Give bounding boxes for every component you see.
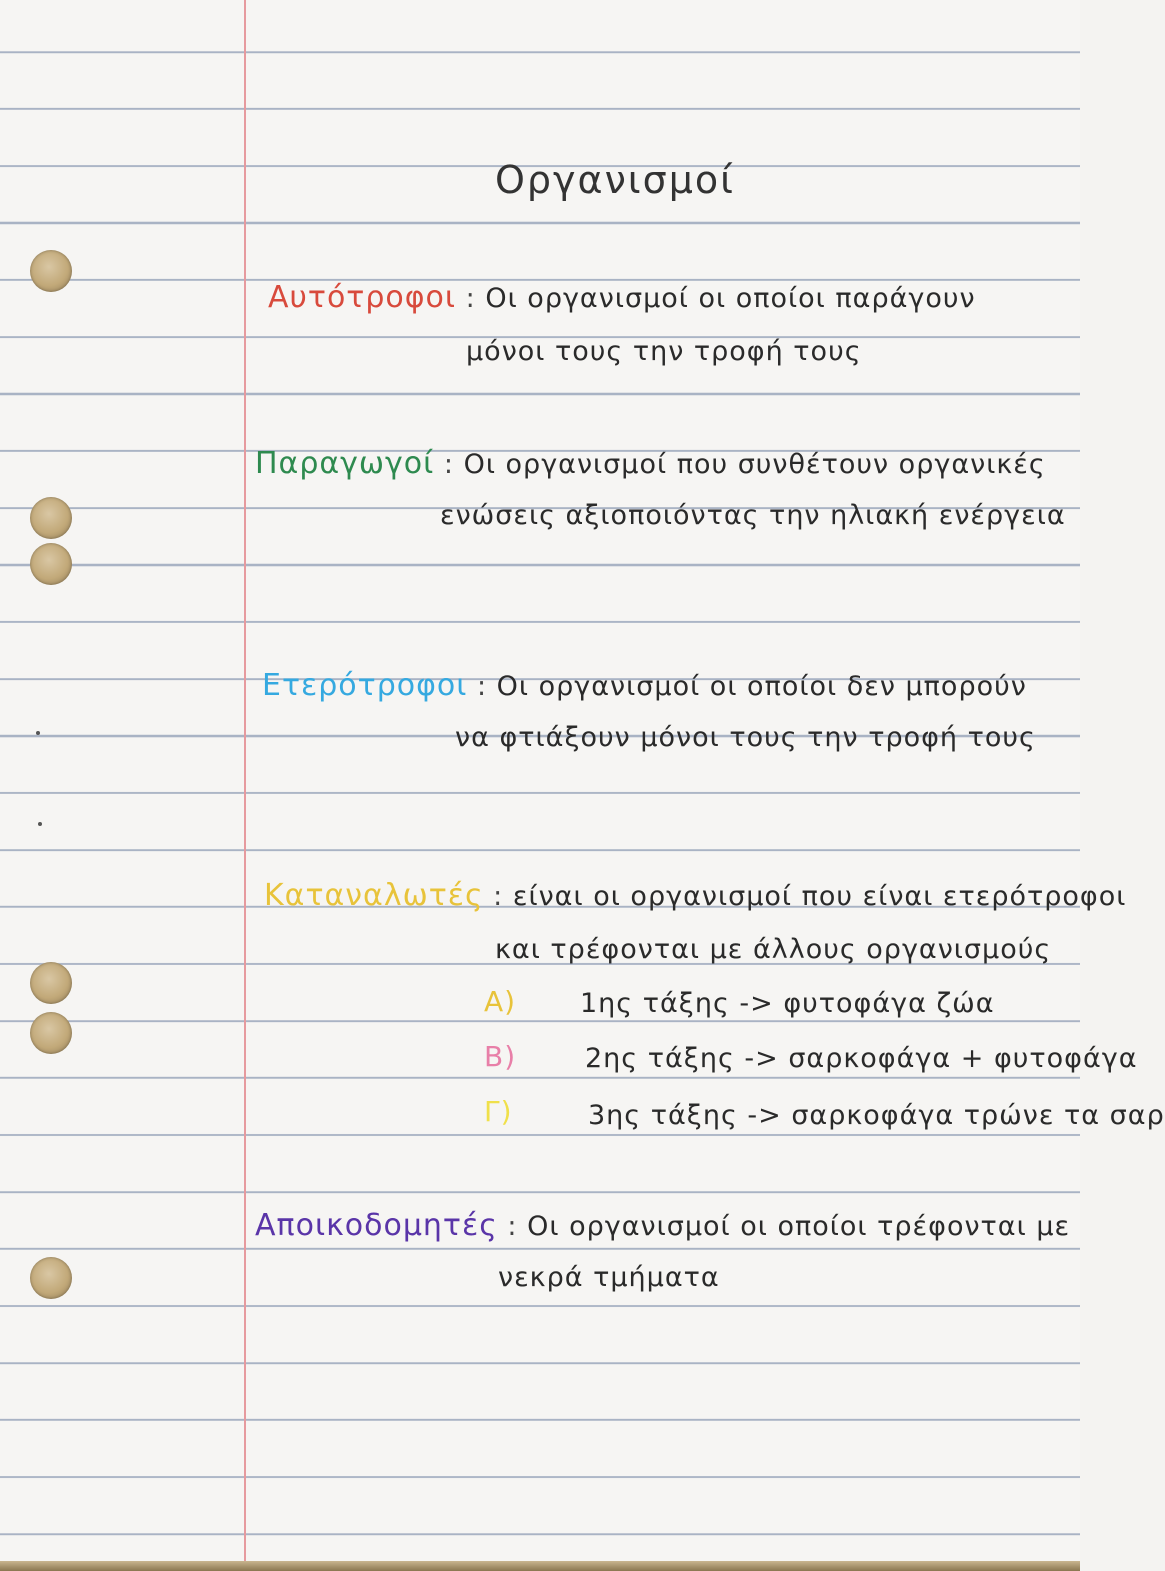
decomposers-definition-1: Οι οργανισμοί οι οποίοι τρέφονται με bbox=[527, 1211, 1071, 1242]
decomposers-definition-2: νεκρά τμήματα bbox=[498, 1262, 720, 1293]
heterotrophs-term: Ετερότροφοι bbox=[262, 668, 468, 703]
consumers-definition-1: είναι οι οργανισμοί που είναι ετερότροφοι bbox=[512, 881, 1127, 912]
heterotrophs-definition-2: να φτιάξουν μόνοι τους την τροφή τους bbox=[455, 722, 1036, 753]
consumer-item-marker: B) bbox=[484, 1040, 517, 1073]
producers-definition-2: ενώσεις αξιοποιόντας την ηλιακή ενέργεια bbox=[440, 500, 1066, 531]
colon: : bbox=[467, 671, 497, 702]
consumer-item-text: 3ης τάξης -> σαρκοφάγα τρώνε τα σαρ bbox=[588, 1100, 1165, 1131]
colon: : bbox=[456, 283, 486, 314]
decomposers-term: Αποικοδομητές bbox=[255, 1208, 498, 1243]
colon: : bbox=[483, 881, 513, 912]
autotrophs-definition-1: Οι οργανισμοί οι οποίοι παράγουν bbox=[485, 283, 976, 314]
consumers-definition-2: και τρέφονται με άλλους οργανισμούς bbox=[495, 934, 1052, 965]
binder-hole bbox=[30, 962, 72, 1004]
heterotrophs-definition-1: Οι οργανισμοί οι οποίοι δεν μπορούν bbox=[496, 671, 1027, 702]
consumer-item-marker: A) bbox=[484, 985, 517, 1018]
autotrophs-definition-2: μόνοι τους την τροφή τους bbox=[466, 336, 862, 367]
producers-line-1 bbox=[255, 446, 1046, 481]
consumers-term: Καταναλωτές bbox=[264, 878, 484, 913]
producers-term: Παραγωγοί bbox=[255, 446, 435, 481]
autotrophs-term: Αυτότροφοι bbox=[268, 280, 457, 315]
binder-hole bbox=[30, 250, 72, 292]
page-title: Οργανισμοί bbox=[495, 158, 736, 202]
binder-hole bbox=[30, 497, 72, 539]
consumer-item-marker: Γ) bbox=[484, 1095, 513, 1128]
colon: : bbox=[497, 1211, 528, 1242]
producers-definition-1: Οι οργανισμοί που συνθέτουν οργανικές bbox=[463, 449, 1046, 480]
colon: : bbox=[434, 449, 464, 480]
binder-hole bbox=[30, 543, 72, 585]
pen-dot bbox=[36, 731, 40, 735]
decomposers-line-1 bbox=[255, 1208, 1070, 1243]
consumer-item-text: 2ης τάξης -> σαρκοφάγα + φυτοφάγα bbox=[585, 1043, 1138, 1074]
margin-line bbox=[244, 0, 246, 1571]
binder-hole bbox=[30, 1257, 72, 1299]
page-bottom-edge bbox=[0, 1561, 1080, 1571]
heterotrophs-line-1 bbox=[262, 668, 1027, 703]
binder-hole bbox=[30, 1012, 72, 1054]
autotrophs-line-1 bbox=[268, 280, 976, 315]
consumers-line-1 bbox=[264, 878, 1126, 913]
consumer-item-text: 1ης τάξης -> φυτοφάγα ζώα bbox=[580, 988, 995, 1019]
pen-dot bbox=[38, 822, 42, 826]
